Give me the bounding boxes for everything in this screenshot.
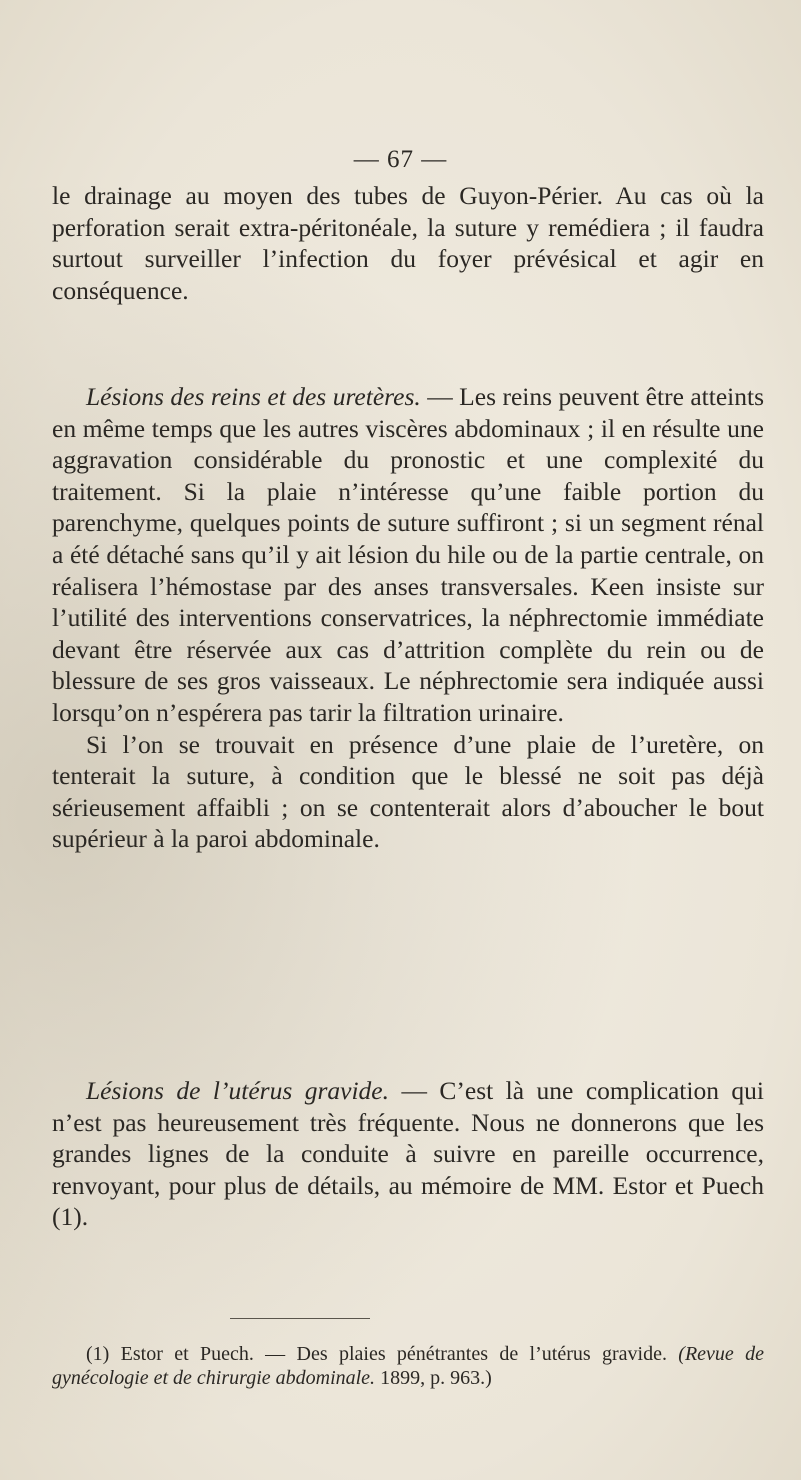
footnote-text bbox=[52, 1342, 764, 1390]
footnote-citation: 1899, p. 963.) bbox=[375, 1367, 492, 1389]
section-uterus-lesions bbox=[52, 1075, 764, 1233]
section-paragraph bbox=[52, 1075, 764, 1233]
section-text: — Les reins peuvent être atteints en même temps que les autres viscères abdominaux ; il en résulte une aggravation considérable du pronostic et une complexité du traitement. Si la plaie n’intéresse qu’une faible portion du parenchyme, quelques points de suture suffiront ; si un segment rénal a été détaché sans qu’il y ait lésion du hile ou de la partie centrale, on réalisera l’hémostase par des anses transversales. Keen insiste sur l’utilité des interventions conservatrices, la néphrectomie immédiate devant être réservée aux cas d’attrition complète du rein ou de blessure de ses gros vaisseaux. Le néphrectomie sera indiquée aussi lorsqu’on n’espérera pas tarir la filtration urinaire. bbox=[52, 382, 765, 727]
footnote-divider bbox=[230, 1318, 370, 1319]
footnote-reference: (1) Estor et Puech. — Des plaies pénétrantes de l’utérus gravide. bbox=[86, 1343, 667, 1365]
section-heading: Lésions des reins et des uretères. bbox=[86, 382, 421, 411]
paragraph-drainage bbox=[52, 180, 764, 306]
footnote-source: (Revue de gynécologie et de chirurgie abdominale. bbox=[52, 1343, 765, 1389]
section-heading: Lésions de l’utérus gravide. bbox=[86, 1076, 389, 1105]
paragraph-text: le drainage au moyen des tubes de Guyon-Périer. Au cas où la perforation serait extra-péritonéale, la suture y remédiera ; il faudra surtout surveiller l’infection du foyer prévésical et agir en conséquence. bbox=[52, 181, 764, 305]
page-number: — 67 — bbox=[353, 146, 448, 173]
section-paragraph-ureter: Si l’on se trouvait en présence d’une plaie de l’uretère, on tenterait la suture, à condition que le blessé ne soit pas déjà sérieusement affaibli ; on se contenterait alors d’aboucher le bout supérieur à la paroi abdominale. bbox=[52, 729, 764, 854]
section-kidney-lesions bbox=[52, 381, 764, 855]
section-text: — C’est là une complication qui n’est pas heureusement très fréquente. Nous ne donnerons que les grandes lignes de la conduite à suivre en pareille occurrence, renvoyant, pour plus de détails, au mémoire de MM. Estor et Puech (1). bbox=[52, 1076, 764, 1232]
section-paragraph bbox=[52, 381, 764, 729]
footnote bbox=[52, 1342, 764, 1390]
